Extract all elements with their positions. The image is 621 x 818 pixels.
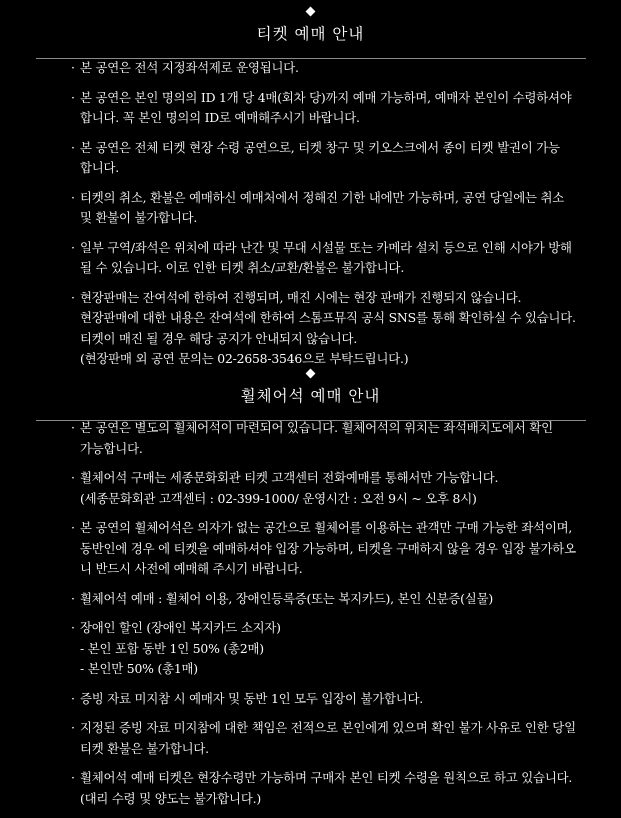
notice-line: 합니다. 꼭 본인 명의의 ID로 예매해주시기 바랍니다. xyxy=(80,110,360,125)
notice-item xyxy=(71,58,560,79)
notice-line: 및 환불이 불가합니다. xyxy=(80,210,198,225)
notice-item xyxy=(71,718,576,759)
notice-item xyxy=(71,518,576,580)
ticket-section-header xyxy=(0,8,621,59)
bullet-icon: · xyxy=(71,420,75,435)
notice-item xyxy=(71,88,572,129)
notice-line: 동반인에 경우 에 티켓을 예매하셔야 입장 가능하며, 티켓을 구매하지 않을 경우 입장 불가하오 xyxy=(80,540,576,556)
bullet-icon: · xyxy=(71,590,75,606)
notice-line: - 본인만 50% (총1매) xyxy=(80,661,198,676)
bullet-icon: · xyxy=(71,770,75,785)
notice-line: 티켓의 취소, 환불은 예매하신 예매처에서 정해진 기한 내에만 가능하며, 공연 당일에는 취소 xyxy=(80,189,565,205)
diamond-icon xyxy=(306,7,316,17)
bullet-icon: · xyxy=(71,520,75,535)
bullet-icon: · xyxy=(71,470,75,485)
notice-line: 현장판매에 대한 내용은 잔여석에 한하여 스톰프뮤직 공식 SNS를 통해 확인하실 수 있습니다. xyxy=(80,310,576,325)
notice-item xyxy=(71,689,560,710)
notice-line: 장애인 할인 (장애인 복지카드 소지자) xyxy=(80,620,281,635)
notice-item xyxy=(71,288,576,370)
notice-line: (대리 수령 및 양도는 불가합니다.) xyxy=(80,790,261,806)
notice-line: 휠체어석 구매는 세종문화회관 티켓 고객센터 전화예매를 통해서만 가능합니다. xyxy=(80,470,499,485)
notice-item xyxy=(71,618,560,680)
notice-line: 휠체어석 예매 : 휠체어 이용, 장애인등록증(또는 복지카드), 본인 신분증(실물) xyxy=(80,590,493,606)
notice-line: - 본인 포함 동반 1인 50% (총2매) xyxy=(80,640,264,656)
bullet-icon: · xyxy=(71,239,75,255)
bullet-icon: · xyxy=(71,690,75,706)
bullet-icon: · xyxy=(71,60,75,75)
notice-line: 일부 구역/좌석은 위치에 따라 난간 및 무대 시설물 또는 카메라 설치 등으로 인해 시야가 방해 xyxy=(80,239,572,255)
bullet-icon: · xyxy=(71,189,75,205)
notice-item xyxy=(71,589,560,610)
notice-item xyxy=(71,468,560,509)
notice-item xyxy=(71,768,573,809)
notice-line: 현장판매는 잔여석에 한하여 진행되며, 매진 시에는 현장 판매가 진행되지 않습니다. xyxy=(80,289,522,305)
ticket-notice-list xyxy=(0,58,576,379)
notice-line: 본 공연은 별도의 휠체어석이 마련되어 있습니다. 휠체어석의 위치는 좌석배치도에서 확인 xyxy=(80,420,553,435)
notice-line: 본 공연은 전체 티켓 현장 수령 공연으로, 티켓 창구 및 키오스크에서 종이 티켓 발권이 가능 xyxy=(80,139,560,155)
notice-line: 본 공연은 본인 명의의 ID 1개 당 4매(회차 당)까지 예매 가능하며, 예매자 본인이 수령하셔야 xyxy=(80,89,572,105)
notice-item xyxy=(71,188,565,229)
ticket-section-title: 티켓 예매 안내 xyxy=(256,25,365,43)
notice-line: 증빙 자료 미지참 시 예매자 및 동반 1인 모두 입장이 불가합니다. xyxy=(80,690,424,706)
bullet-icon: · xyxy=(71,139,75,155)
notice-item xyxy=(71,138,560,179)
notice-line: 휠체어석 예매 티켓은 현장수령만 가능하며 구매자 본인 티켓 수령을 원칙으로 하고 있습니다. xyxy=(80,770,573,785)
notice-line: 될 수 있습니다. 이로 인한 티켓 취소/교환/환불은 불가합니다. xyxy=(80,260,405,275)
notice-line: (현장판매 외 공연 문의는 02-2658-3546으로 부탁드립니다.) xyxy=(80,351,409,366)
wheelchair-notice-list xyxy=(0,418,576,818)
notice-line: 티켓이 매진 될 경우 해당 공지가 안내되지 않습니다. xyxy=(80,330,358,346)
notice-item xyxy=(71,238,572,279)
notice-line: 본 공연은 전석 지정좌석제로 운영됩니다. xyxy=(80,60,299,75)
notice-line: 합니다. xyxy=(80,160,120,175)
notice-line: 본 공연의 휠체어석은 의자가 없는 공간으로 휠체어를 이용하는 관객만 구매 가능한 좌석이며, xyxy=(80,520,573,535)
notice-line: 티켓 환불은 불가합니다. xyxy=(80,740,209,756)
notice-line: 가능합니다. xyxy=(80,440,143,456)
bullet-icon: · xyxy=(71,720,75,735)
wheelchair-section-header xyxy=(0,370,621,421)
notice-item xyxy=(71,418,560,459)
bullet-icon: · xyxy=(71,89,75,105)
notice-line: 니 반드시 사전에 예매해 주시기 바랍니다. xyxy=(80,561,303,576)
wheelchair-section-title: 휠체어석 예매 안내 xyxy=(240,387,381,405)
bullet-icon: · xyxy=(71,620,75,635)
diamond-icon xyxy=(306,369,316,379)
bullet-icon: · xyxy=(71,289,75,305)
notice-line: 지정된 증빙 자료 미지참에 대한 책임은 전적으로 본인에게 있으며 확인 불가 사유로 인한 당일 xyxy=(80,720,576,735)
notice-line: (세종문화회관 고객센터 : 02-399-1000/ 운영시간 : 오전 9시 ~ 오후 8시) xyxy=(80,490,477,506)
